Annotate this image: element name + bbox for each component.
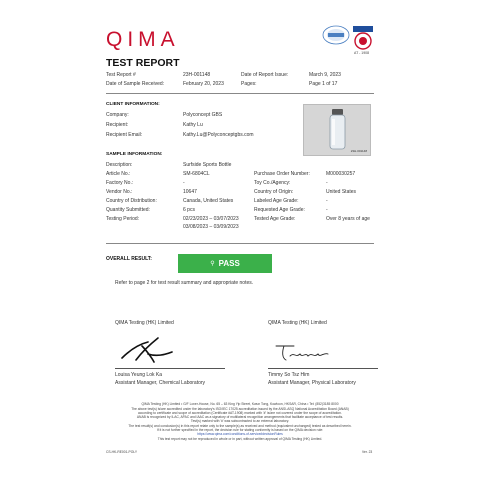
right-signature-image [272, 340, 336, 364]
date-sample-received-label: Date of Sample Received: [106, 81, 165, 87]
ilac-mra-logo-icon [322, 25, 350, 45]
country-of-distribution-label: Country of Distribution: [106, 198, 157, 204]
left-signatory-title: Assistant Manager, Chemical Laboratory [115, 380, 206, 386]
divider [106, 93, 374, 94]
left-signatory-name: Louisa Yeung Lok Ka [115, 372, 162, 378]
article-label: Article No.: [106, 171, 131, 177]
pages-label: Pages: [241, 81, 257, 87]
testing-period-value-2: 03/08/2023 – 03/09/2023 [183, 224, 239, 230]
anab-logo-icon [352, 25, 374, 51]
pages-value: Page 1 of 17 [309, 81, 338, 87]
toy-agency-value: - [326, 180, 328, 186]
photo-caption: 23H-001148 [350, 149, 367, 153]
company-value: Polyconcept GBS [183, 112, 223, 118]
footer-address: QIMA Testing (HK) Limited • G/F Lover-House, No. 65 – 63 King Yip Street, Kwun Tong, Kowloon, HKSAR, China • Tel: (852)3185 8000 [141, 402, 339, 406]
test-report-no-label: Test Report # [106, 72, 136, 78]
left-signatory-company: QIMA Testing (HK) Limited [115, 320, 174, 326]
sample-photo [303, 104, 371, 156]
factory-value: - [183, 180, 185, 186]
divider [106, 243, 374, 244]
labeled-age-label: Labeled Age Grade: [254, 198, 299, 204]
vendor-label: Vendor No.: [106, 189, 133, 195]
date-of-issue: March 9, 2023 [309, 72, 341, 78]
footer-accreditation-2: according to certificate and scope of accreditation (Certificate #AT-1908) marked with '#' is/are not covered under the scope of accreditation. [138, 411, 342, 415]
tested-age-label: Tested Age Grade: [254, 216, 296, 222]
tested-age-value: Over 8 years of age [326, 216, 370, 222]
requested-age-value: - [326, 207, 328, 213]
factory-label: Factory No.: [106, 180, 134, 186]
client-information-heading: CLIENT INFORMATION: [106, 102, 160, 107]
document-code: CS-HK-RE001-POLY [106, 450, 138, 454]
sample-information-heading: SAMPLE INFORMATION: [106, 152, 163, 157]
left-signature-line [115, 368, 225, 369]
footer-disclaimer-2: If it is not further specified in the report, the decision rule for stating conformity is based on the QIMA decision rule: [156, 428, 324, 432]
quantity-value: 6 pcs [183, 207, 195, 213]
recipient-value: Kathy Lu [183, 122, 203, 128]
footer-subcontract: Test(s) marked with '#' was subcontracted to an external laboratory. [190, 419, 290, 423]
left-signature-image [118, 334, 178, 364]
labeled-age-value: - [326, 198, 328, 204]
recipient-email-label: Recipient Email: [106, 132, 143, 138]
right-signature-line [268, 368, 378, 369]
country-of-distribution-value: Canada, United States [183, 198, 234, 204]
description-value: Surfside Sports Bottle [183, 162, 232, 168]
vendor-value: 10647 [183, 189, 197, 195]
overall-result-label: OVERALL RESULT: [106, 256, 152, 262]
quantity-label: Quantity Submitted: [106, 207, 150, 213]
test-report-no: 23H-001148 [183, 72, 211, 78]
page-title: TEST REPORT [106, 57, 180, 69]
footer-accreditation-1: The above test(s) is/are accredited under the laboratory's ISO/IEC 17025 accreditation issued by the ANSI-ASQ National Accreditation Board (ANAB) [131, 407, 349, 411]
qima-logo: QIMA [106, 28, 180, 51]
date-sample-received: February 20, 2023 [183, 81, 224, 87]
article-value: SM-6804CL [183, 171, 210, 177]
country-of-origin-label: Country of Origin: [254, 189, 294, 195]
footer-disclaimer-1: The test result(s) and conclusion(s) in this report relate only to the sample(s) as received and method (equivalent unchanged) tested as described herein. [128, 424, 352, 428]
requested-age-label: Requested Age Grade: [254, 207, 305, 213]
right-signatory-name: Timmy So Tsz Him [268, 372, 310, 378]
po-label: Purchase Order Number: [254, 171, 310, 177]
right-signatory-company: QIMA Testing (HK) Limited [268, 320, 327, 326]
thumbs-up-icon: ⚲ [210, 261, 215, 267]
company-label: Company: [106, 112, 129, 118]
accreditation-code: AT - 1908 [354, 51, 370, 55]
document-version: Ver. 23 [362, 450, 373, 454]
toy-agency-label: Toy Co./Agency: [254, 180, 291, 186]
decision-rules-link[interactable]: https://www.qima.com/conditions-of-service#decisionRules [197, 432, 283, 436]
footer-accreditation-3: ANAB is recognized by ILAC, APAC and IAAC as a signatory of multilateral recognition arrangements that facilitate acceptance of test results. [136, 415, 344, 419]
testing-period-label: Testing Period: [106, 216, 140, 222]
country-of-origin-value: United States [326, 189, 357, 195]
pass-text: PASS [218, 259, 240, 268]
pass-badge [178, 254, 272, 273]
testing-period-value-1: 02/23/2023 – 03/07/2023 [183, 216, 239, 222]
po-value: M000030257 [326, 171, 356, 177]
recipient-email-value: Kathy.Lu@Polyconceptgbs.com [183, 132, 254, 138]
recipient-label: Recipient: [106, 122, 129, 128]
right-signatory-title: Assistant Manager, Physical Laboratory [268, 380, 356, 386]
refer-note: Refer to page 2 for test result summary and appropriate notes. [115, 280, 254, 286]
footer-reproduction: This test report may not be reproduced in whole or in part, without written approval of QIMA Testing (HK) Limited. [157, 437, 323, 441]
description-label: Description: [106, 162, 133, 168]
date-of-issue-label: Date of Report Issue: [241, 72, 289, 78]
